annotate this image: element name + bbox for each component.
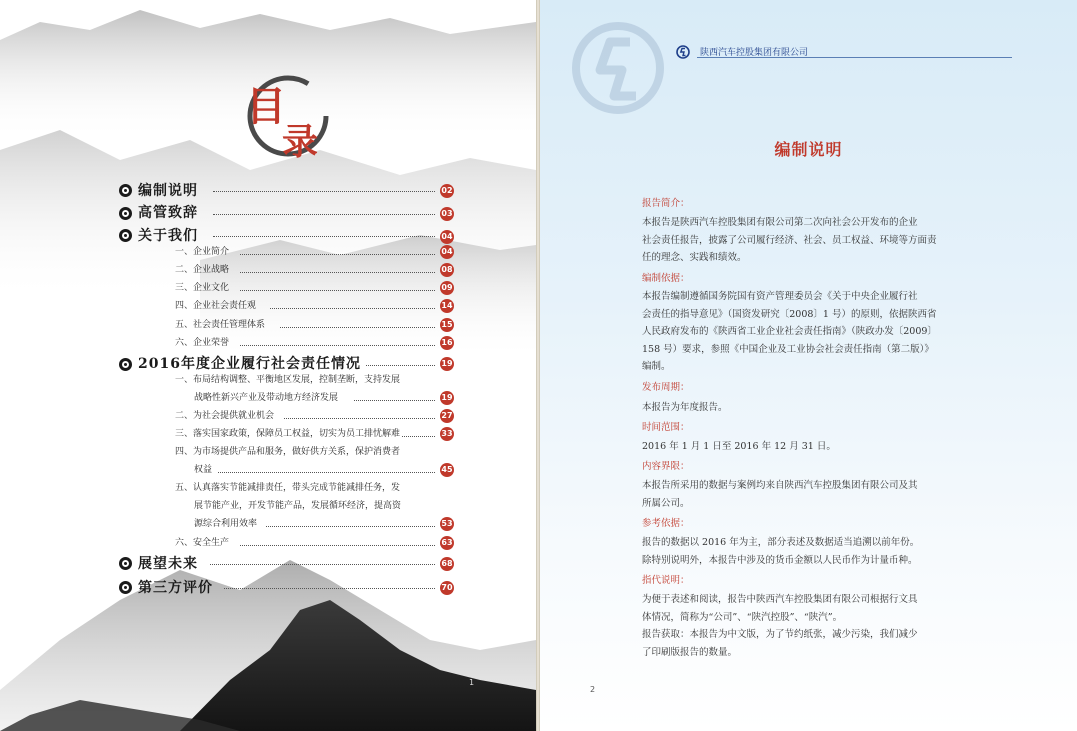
toc-sub-title: 六、安全生产	[175, 538, 230, 548]
toc-page-number: 27	[440, 409, 454, 423]
toc-sub-title: 三、落实国家政策，保障员工权益，切实为员工排忧解难	[175, 429, 401, 439]
toc-sub-title: 二、为社会提供就业机会	[175, 411, 275, 421]
toc-leader	[354, 400, 435, 401]
toc-bullet-icon	[119, 229, 132, 242]
toc-entry-third-party[interactable]	[0, 578, 536, 598]
para-line: 本报告是陕西汽车控股集团有限公司第二次向社会公开发布的企业	[642, 217, 918, 228]
paragraph-reference	[642, 534, 968, 569]
para-line: 2016 年 1 月 1 日至 2016 年 12 月 31 日。	[642, 441, 836, 452]
toc-leader	[240, 545, 435, 546]
toc-page-number: 04	[440, 245, 454, 259]
toc-sub-entry[interactable]	[0, 336, 536, 356]
section-heading-cycle: 发布周期：	[642, 382, 690, 393]
toc-leader	[266, 526, 435, 527]
toc-leader	[280, 327, 435, 328]
toc-page-number: 03	[440, 207, 454, 221]
toc-entry-title: 高管致辞	[138, 205, 198, 221]
toc-sub-entry-2[interactable]	[0, 409, 536, 429]
para-line: 人民政府发布的《陕西省工业企业社会责任指南》（陕政办发〔2009〕	[642, 326, 937, 338]
toc-page-number: 15	[440, 318, 454, 332]
toc-leader	[224, 588, 435, 589]
toc-sub-title: 六、企业荣誉	[175, 338, 230, 348]
para-line: 本报告编制遵循国务院国有资产管理委员会《关于中央企业履行社	[642, 291, 918, 302]
para-line: 任的理念、实践和绩效。	[642, 252, 747, 264]
toc-page-number: 45	[440, 463, 454, 477]
toc-entry-executive-message[interactable]	[0, 203, 536, 223]
toc-sub-entry-4[interactable]	[0, 445, 536, 465]
paragraph-scope	[642, 477, 968, 512]
toc-page-number: 02	[440, 184, 454, 198]
para-line: 158 号）要求，参照《中国企业及工业协会社会责任指南（第二版）》	[642, 343, 934, 355]
toc-entry-title: 2016年度企业履行社会责任情况	[138, 356, 361, 372]
toc-leader	[240, 254, 435, 255]
para-line: 报告获取：本报告为中文版，为了节约纸张，减少污染，我们减少	[642, 629, 918, 641]
toc-leader	[218, 472, 435, 473]
toc-sub-entry-6[interactable]	[0, 536, 536, 556]
company-logo-icon	[676, 45, 690, 59]
toc-page-number: 19	[440, 357, 454, 371]
toc-leader	[213, 191, 435, 192]
section-heading-time: 时间范围：	[642, 422, 690, 433]
para-line: 社会责任报告，披露了公司履行经济、社会、员工权益、环境等方面责	[642, 234, 937, 246]
toc-entry-about-us[interactable]	[0, 226, 536, 246]
para-line: 体情况，简称为“公司”、“陕汽控股”、“陕汽”。	[642, 611, 843, 623]
company-logo-watermark-icon	[570, 20, 666, 116]
toc-leader	[366, 365, 435, 366]
toc-sub-entry-4-cont[interactable]	[0, 463, 536, 483]
para-line: 编制。	[642, 361, 671, 373]
toc-entry-preparation-notes[interactable]	[0, 181, 536, 201]
paragraph-time	[642, 438, 968, 456]
toc-bullet-icon	[119, 207, 132, 220]
mulu-calligraphy-seal-icon	[236, 68, 332, 164]
toc-bullet-icon	[119, 184, 132, 197]
toc-sub-title: 五、社会责任管理体系	[175, 320, 266, 330]
left-page-table-of-contents	[0, 0, 536, 731]
toc-leader	[210, 564, 435, 565]
toc-page-number: 08	[440, 263, 454, 277]
paragraph-basis	[642, 288, 968, 376]
section-heading-intro: 报告简介：	[642, 198, 690, 209]
toc-entry-title: 关于我们	[138, 228, 198, 244]
toc-page-number: 70	[440, 581, 454, 595]
toc-sub-title: 四、为市场提供产品和服务，做好供方关系，保护消费者	[175, 447, 401, 457]
toc-leader	[240, 345, 435, 346]
toc-leader	[284, 418, 435, 419]
para-line: 了印刷版报告的数量。	[642, 646, 738, 658]
toc-sub-entry-3[interactable]	[0, 427, 536, 447]
toc-sub-title: 战略性新兴产业及带动地方经济发展	[194, 393, 339, 403]
para-line: 所属公司。	[642, 497, 690, 509]
page-title: 编制说明	[774, 140, 843, 159]
header-rule	[697, 57, 1012, 58]
toc-page-number: 04	[440, 230, 454, 244]
para-line: 本报告所采用的数据与案例均来自陕西汽车控股集团有限公司及其	[642, 480, 918, 491]
toc-entry-title: 展望未来	[138, 556, 198, 572]
toc-sub-entry[interactable]	[0, 245, 536, 265]
toc-page-number: 09	[440, 281, 454, 295]
section-heading-basis: 编制依据：	[642, 273, 690, 284]
toc-page-number: 33	[440, 427, 454, 441]
right-page-preparation-notes	[540, 0, 1077, 731]
toc-sub-title: 二、企业战略	[175, 265, 230, 275]
para-line: 本报告为年度报告。	[642, 402, 728, 413]
toc-page-number: 68	[440, 557, 454, 571]
toc-leader	[213, 236, 435, 237]
paragraph-cycle	[642, 399, 968, 417]
toc-sub-title: 三、企业文化	[175, 283, 230, 293]
toc-entry-title: 第三方评价	[138, 580, 213, 596]
para-line: 报告的数据以 2016 年为主，部分表述及数据适当追溯以前年份。	[642, 537, 920, 548]
toc-sub-entry[interactable]	[0, 318, 536, 338]
toc-sub-entry-5-cont2[interactable]	[0, 517, 536, 537]
para-line: 为便于表述和阅读，报告中陕西汽车控股集团有限公司根据行文具	[642, 594, 918, 605]
toc-sub-entry[interactable]	[0, 281, 536, 301]
toc-page-number: 19	[440, 391, 454, 405]
toc-sub-entry-5[interactable]	[0, 481, 536, 501]
toc-entry-title: 编制说明	[138, 183, 198, 199]
toc-sub-title: 权益	[194, 465, 213, 475]
toc-leader	[270, 308, 435, 309]
toc-sub-title: 一、布局结构调整、平衡地区发展，控制垄断，支持发展	[175, 375, 401, 385]
page-number: 2	[590, 685, 596, 694]
section-heading-reference: 参考依据：	[642, 518, 690, 529]
toc-sub-entry-1-cont[interactable]	[0, 391, 536, 411]
paragraph-alias	[642, 591, 968, 661]
toc-page-number: 63	[440, 536, 454, 550]
toc-page-number: 14	[440, 299, 454, 313]
toc-leader	[240, 290, 435, 291]
section-heading-alias: 指代说明：	[642, 575, 690, 586]
toc-leader	[402, 436, 435, 437]
toc-sub-title: 四、企业社会责任观	[175, 301, 257, 311]
toc-sub-entry-5-cont[interactable]	[0, 499, 536, 519]
company-name-header: 陕西汽车控股集团有限公司	[700, 48, 809, 58]
toc-sub-title: 源综合利用效率	[194, 519, 258, 529]
seal-char-2: 录	[282, 121, 319, 163]
toc-page-number: 53	[440, 517, 454, 531]
toc-sub-title: 五、认真落实节能减排责任，带头完成节能减排任务，发	[175, 483, 401, 493]
paragraph-intro	[642, 214, 968, 267]
toc-bullet-icon	[119, 358, 132, 371]
toc-bullet-icon	[119, 557, 132, 570]
toc-leader	[213, 214, 435, 215]
seal-char-1: 目	[246, 83, 286, 130]
toc-page-number: 16	[440, 336, 454, 350]
toc-sub-title: 一、企业简介	[175, 247, 230, 257]
toc-leader	[240, 272, 435, 273]
para-line: 会责任的指导意见》（国资发研究〔2008〕1 号）的原则，依据陕西省	[642, 308, 937, 320]
toc-sub-entry[interactable]	[0, 263, 536, 283]
toc-entry-csr-2016[interactable]	[0, 354, 536, 374]
toc-entry-outlook[interactable]	[0, 554, 536, 574]
toc-sub-entry[interactable]	[0, 299, 536, 319]
para-line: 除特别说明外，本报告中涉及的货币金额以人民币作为计量币种。	[642, 554, 918, 566]
toc-bullet-icon	[119, 581, 132, 594]
section-heading-scope: 内容界限：	[642, 461, 690, 472]
page-number: 1	[469, 678, 475, 687]
toc-sub-title: 展节能产业，开发节能产品，发展循环经济，提高资	[194, 501, 402, 511]
toc-sub-entry-1[interactable]	[0, 373, 536, 393]
